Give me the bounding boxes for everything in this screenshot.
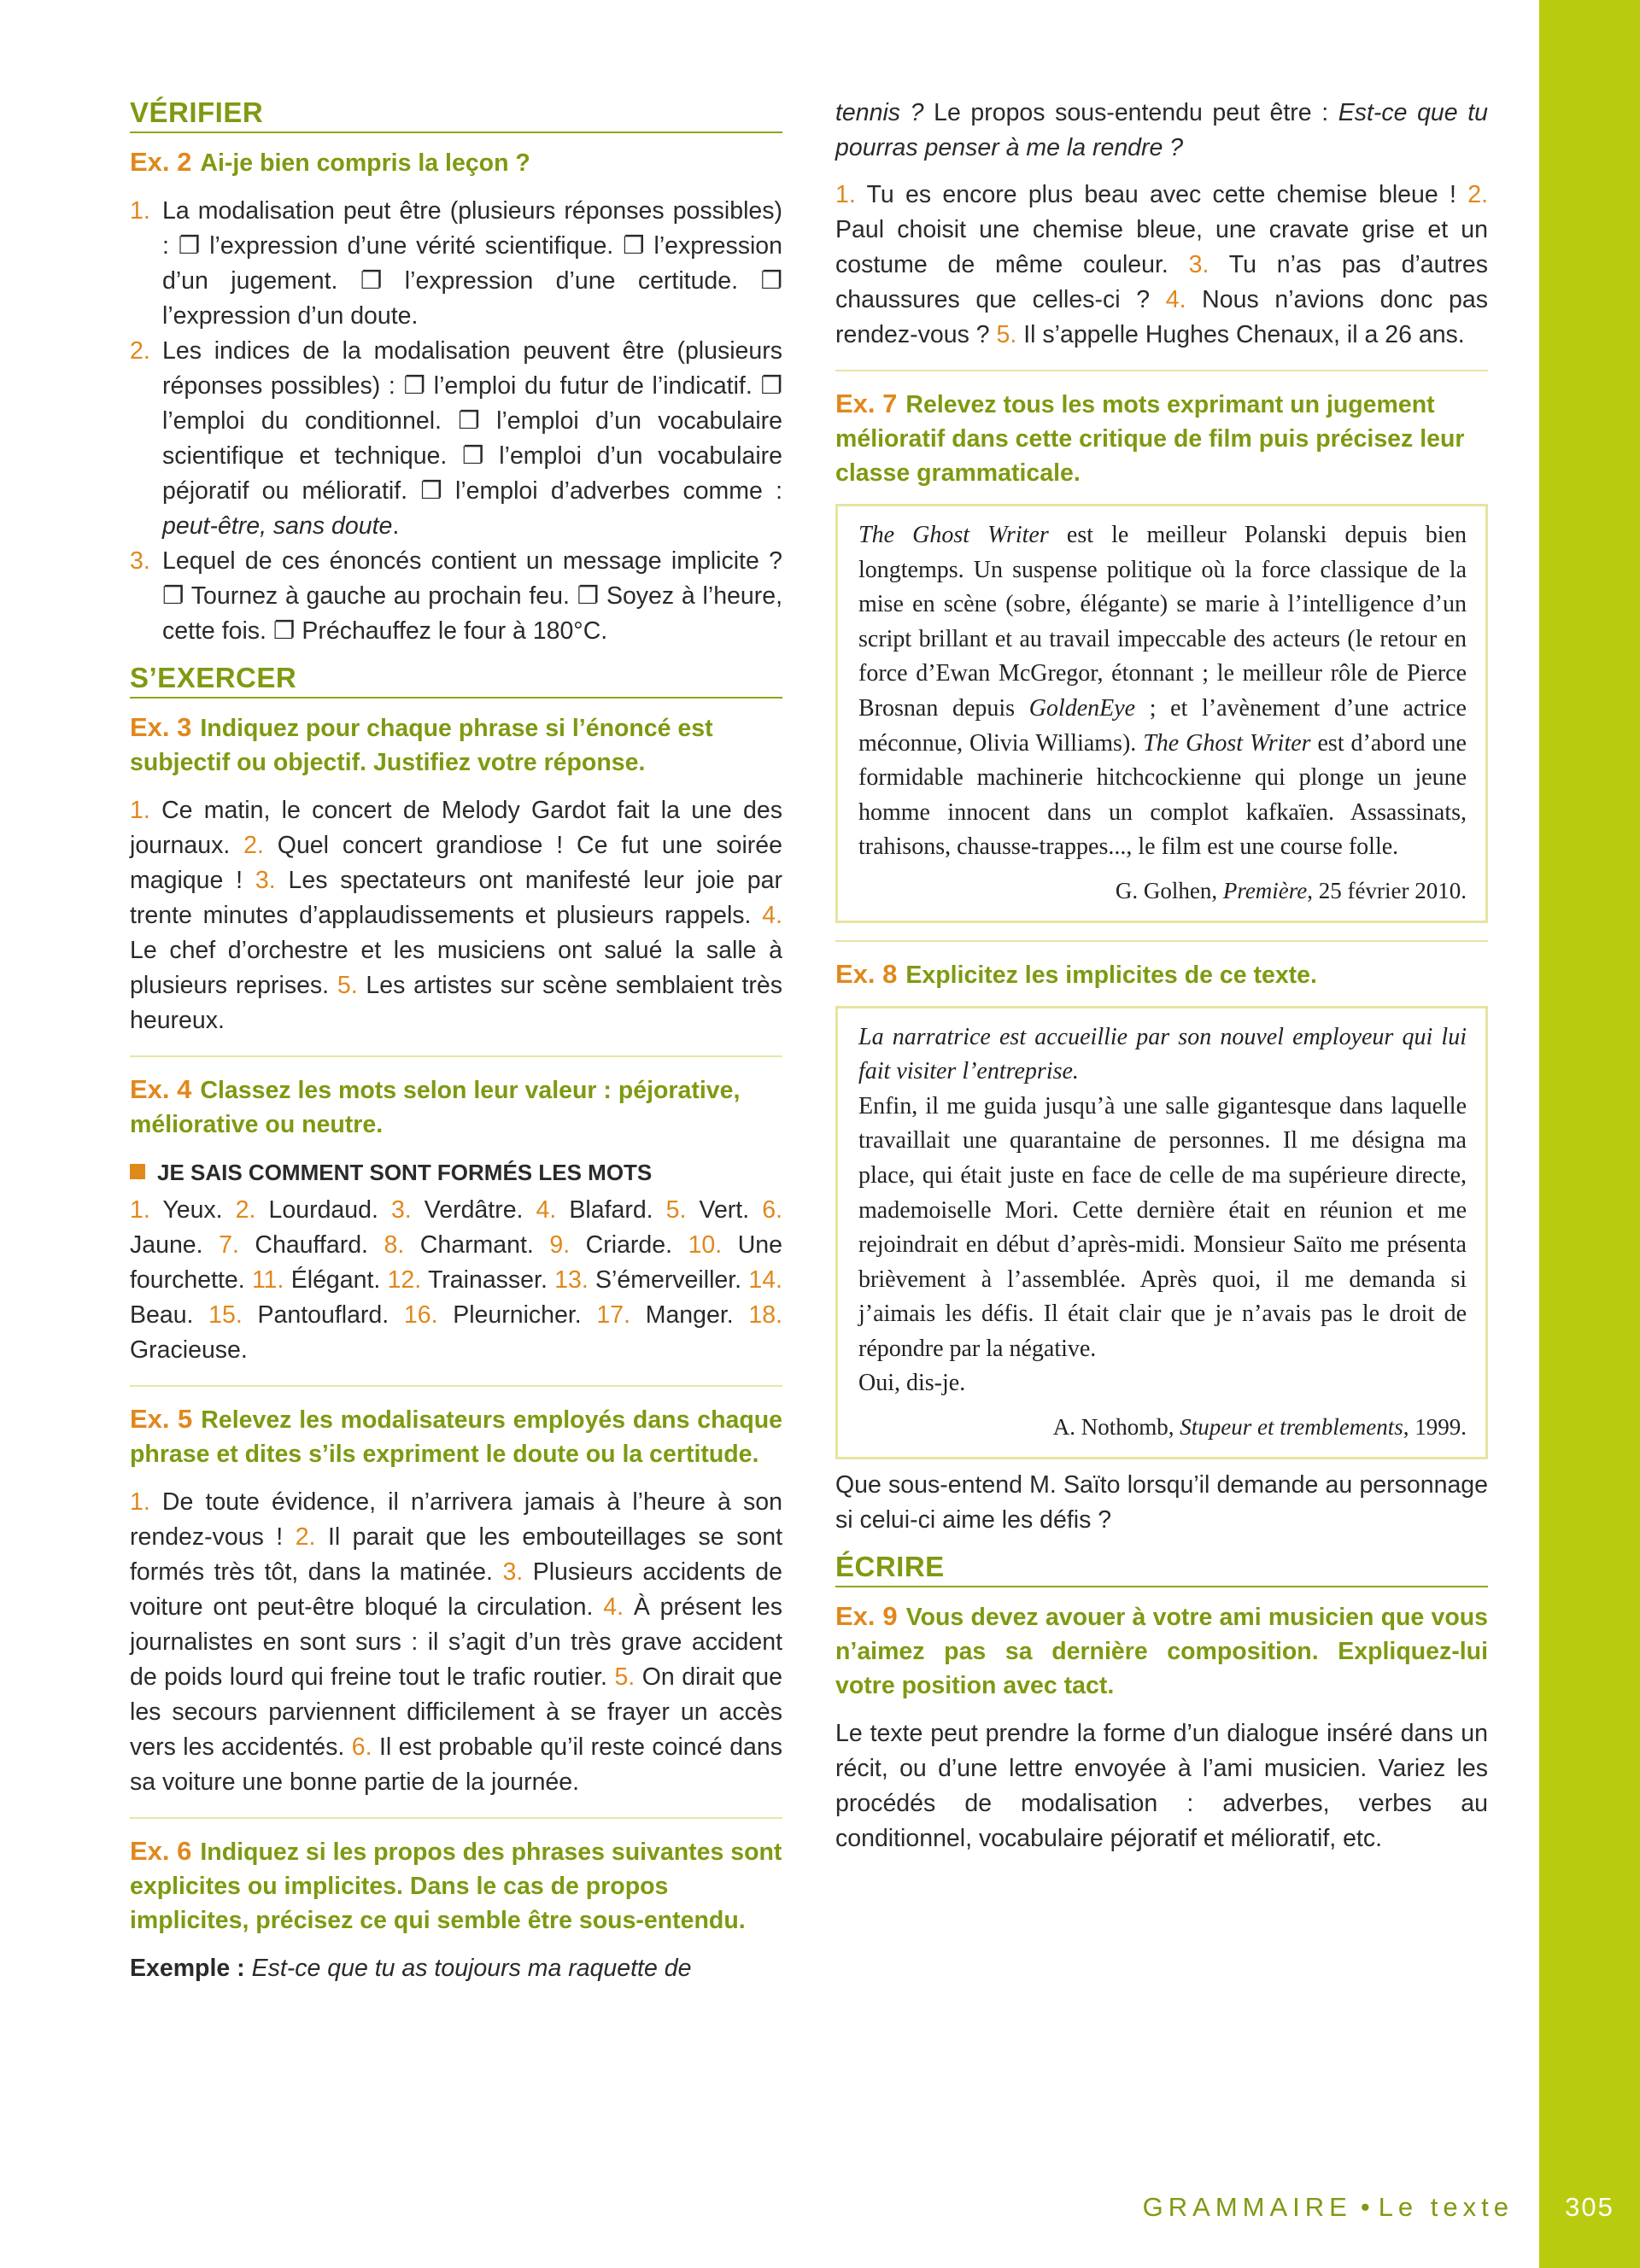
divider xyxy=(130,1385,782,1387)
exercise-number: Ex. 6 xyxy=(130,1836,192,1866)
exercise-7-title: Ex. 7 Relevez tous les mots exprimant un jugement mélioratif dans cette critique de film puis précisez leur classe grammaticale. xyxy=(835,389,1465,487)
quote-text: Enfin, il me guida jusqu’à une salle gigantesque dans laquelle travaillait une quarantaine de personnes. Il me désigna ma place, qui était juste en face de celle de ma supérieure directe, mademoiselle Mori. Cette dernière était en réunion et me rejoindrait en début d’après-midi. Monsieur Saïto me présenta brièvement à l’assemblée. Après quoi, il me demanda si j’aimais les défis. Il était clair que je n’avais pas le droit de répondre par la négative. xyxy=(858,1092,1467,1362)
exercise-2-title: Ex. 2 Ai-je bien compris la leçon ? xyxy=(130,147,530,177)
divider xyxy=(130,1055,782,1057)
exercise-6-example: Exemple : Est-ce que tu as toujours ma raquette de xyxy=(130,1955,692,1982)
exercise-6-continued: tennis ? Le propos sous-entendu peut être : Est-ce que tu pourras penser à me la rendre ? xyxy=(835,99,1488,161)
exercise-2-list xyxy=(130,194,782,649)
exercise-number: Ex. 4 xyxy=(130,1074,192,1104)
exercise-9-title: Ex. 9 Vous devez avouer à votre ami musicien que vous n’aimez pas sa dernière composition. Expliquez-lui votre position avec tact. xyxy=(835,1600,1488,1699)
section-title-sexercer: S’EXERCER xyxy=(130,661,782,699)
exercise-6-title: Ex. 6 Indiquez si les propos des phrases suivantes sont explicites ou implicites. Dans le cas de propos implicites, précisez ce qui semble être sous-entendu. xyxy=(130,1836,782,1934)
divider xyxy=(130,1817,782,1819)
exercise-3-text: 1. Ce matin, le concert de Melody Gardot fait la une des journaux. 2. Quel concert grandiose ! Ce fut une soirée magique ! 3. Les spectateurs ont manifesté leur joie par trente minutes d’applaudissements et plusieurs rappels. 4. Le chef d’orchestre et les musiciens ont salué la salle à plusieurs reprises. 5. Les artistes sur scène semblaient très heureux. xyxy=(130,797,782,1034)
film-review-quote xyxy=(835,504,1488,923)
exercise-8-question: Que sous-entend M. Saïto lorsqu’il demande au personnage si celui-ci aime les défis ? xyxy=(835,1470,1488,1534)
right-column xyxy=(835,96,1488,1868)
page-edge-band xyxy=(1539,0,1640,2268)
list-item: 3. Lequel de ces énoncés contient un message implicite ? ❐ Tournez à gauche au prochain feu. ❐ Soyez à l’heure, cette fois. ❐ Préchauffez le four à 180°C. xyxy=(130,547,782,645)
quote-text: The Ghost Writer est le meilleur Polanski depuis bien longtemps. Un suspense politique où la force classique de la mise en scène (sobre, élégante) se marie à l’intelligence d’un script brillant et au travail impeccable des acteurs (le retour en force d’Ewan McGregor, étonnant ; le meilleur rôle de Pierce Brosnan depuis GoldenEye ; et l’avènement d’une actrice méconnue, Olivia Williams). The Ghost Writer est d’abord une formidable machinerie hitchcockienne qui plonge un jeune homme innocent dans un complot kafkaïen. Assassinats, trahisons, chausse-trappes..., le film est une course folle. xyxy=(858,522,1467,861)
quote-source: G. Golhen, Première, 25 février 2010. xyxy=(1115,877,1467,903)
exercise-4-title: Ex. 4 Classez les mots selon leur valeur : péjorative, méliorative ou neutre. xyxy=(130,1074,741,1138)
divider xyxy=(835,370,1488,371)
footer-section: GRAMMAIRE xyxy=(1142,2192,1352,2222)
quote-intro: La narratrice est accueillie par son nouvel employeur qui lui fait visiter l’entreprise. xyxy=(858,1023,1467,1085)
exercise-number: Ex. 5 xyxy=(130,1404,193,1434)
subheading: JE SAIS COMMENT SONT FORMÉS LES MOTS xyxy=(130,1155,782,1190)
exercise-5-title: Ex. 5 Relevez les modalisateurs employés dans chaque phrase et dites s’ils expriment le doute ou la certitude. xyxy=(130,1404,783,1468)
divider xyxy=(835,940,1488,942)
exercise-number: Ex. 3 xyxy=(130,712,192,742)
novel-excerpt-quote xyxy=(835,1006,1488,1459)
exercise-number: Ex. 8 xyxy=(835,958,898,989)
bullet-icon: • xyxy=(1360,2192,1370,2222)
exercise-number: Ex. 7 xyxy=(835,389,898,418)
list-item: 1. La modalisation peut être (plusieurs réponses possibles) : ❐ l’expression d’une vérité scientifique. ❐ l’expression d’un jugement. ❐ l’expression d’une certitude. ❐ l’expression d’un doute. xyxy=(130,197,782,330)
footer-chapter: Le texte xyxy=(1378,2192,1514,2222)
exercise-3-title: Ex. 3 Indiquez pour chaque phrase si l’énoncé est subjectif ou objectif. Justifiez votre réponse. xyxy=(130,712,713,776)
exercise-6-sentences: 1. Tu es encore plus beau avec cette chemise bleue ! 2. Paul choisit une chemise bleue, une cravate grise et un costume de même couleur. 3. Tu n’as pas d’autres chaussures que celles-ci ? 4. Nous n’avions donc pas rendez-vous ? 5. Il s’appelle Hughes Chenaux, il a 26 ans. xyxy=(835,181,1488,348)
section-title-ecrire: ÉCRIRE xyxy=(835,1550,1488,1587)
left-column xyxy=(130,96,782,1998)
page-number: 305 xyxy=(1565,2192,1614,2222)
exercise-5-text: 1. De toute évidence, il n’arrivera jamais à l’heure à son rendez-vous ! 2. Il parait que les embouteillages se sont formés très tôt, dans la matinée. 3. Plusieurs accidents de voiture ont peut-être bloqué la circulation. 4. À présent les journalistes en sont surs : il s’agit d’un très grave accident de poids lourd qui freine tout le trafic routier. 5. On dirait que les secours parviennent difficilement à se frayer un accès vers les accidentés. 6. Il est probable qu’il reste coincé dans sa voiture une bonne partie de la journée. xyxy=(130,1488,782,1796)
list-item: 2. Les indices de la modalisation peuvent être (plusieurs réponses possibles) : ❐ l’emploi du futur de l’indicatif. ❐ l’emploi du conditionnel. ❐ l’emploi d’un vocabulaire scientifique et technique. ❐ l’emploi d’un vocabulaire péjoratif ou mélioratif. ❐ l’emploi d’adverbes comme : peut-être, sans doute. xyxy=(130,337,782,540)
exercise-8-title: Ex. 8 Explicitez les implicites de ce texte. xyxy=(835,958,1317,989)
exercise-9-text: Le texte peut prendre la forme d’un dialogue inséré dans un récit, ou d’une lettre envoyée à l’ami musicien. Variez les procédés de modalisation : adverbes, verbes au conditionnel, vocabulaire péjoratif et mélioratif, etc. xyxy=(835,1719,1488,1852)
square-bullet-icon xyxy=(130,1164,145,1179)
quote-text: Oui, dis-je. xyxy=(858,1370,966,1397)
section-title-verifier: VÉRIFIER xyxy=(130,96,782,133)
exercise-number: Ex. 9 xyxy=(835,1600,898,1631)
quote-source: A. Nothomb, Stupeur et tremblements, 1999. xyxy=(1052,1414,1467,1441)
exercise-4-text: 1. Yeux. 2. Lourdaud. 3. Verdâtre. 4. Blafard. 5. Vert. 6. Jaune. 7. Chauffard. 8. Charmant. 9. Criarde. 10. Une fourchette. 11. Élégant. 12. Trainasser. 13. S’émerveiller. 14. Beau. 15. Pantouflard. 16. Pleurnicher. 17. Manger. 18. Gracieuse. xyxy=(130,1196,783,1364)
exercise-number: Ex. 2 xyxy=(130,147,192,177)
running-footer xyxy=(1143,2192,1514,2223)
